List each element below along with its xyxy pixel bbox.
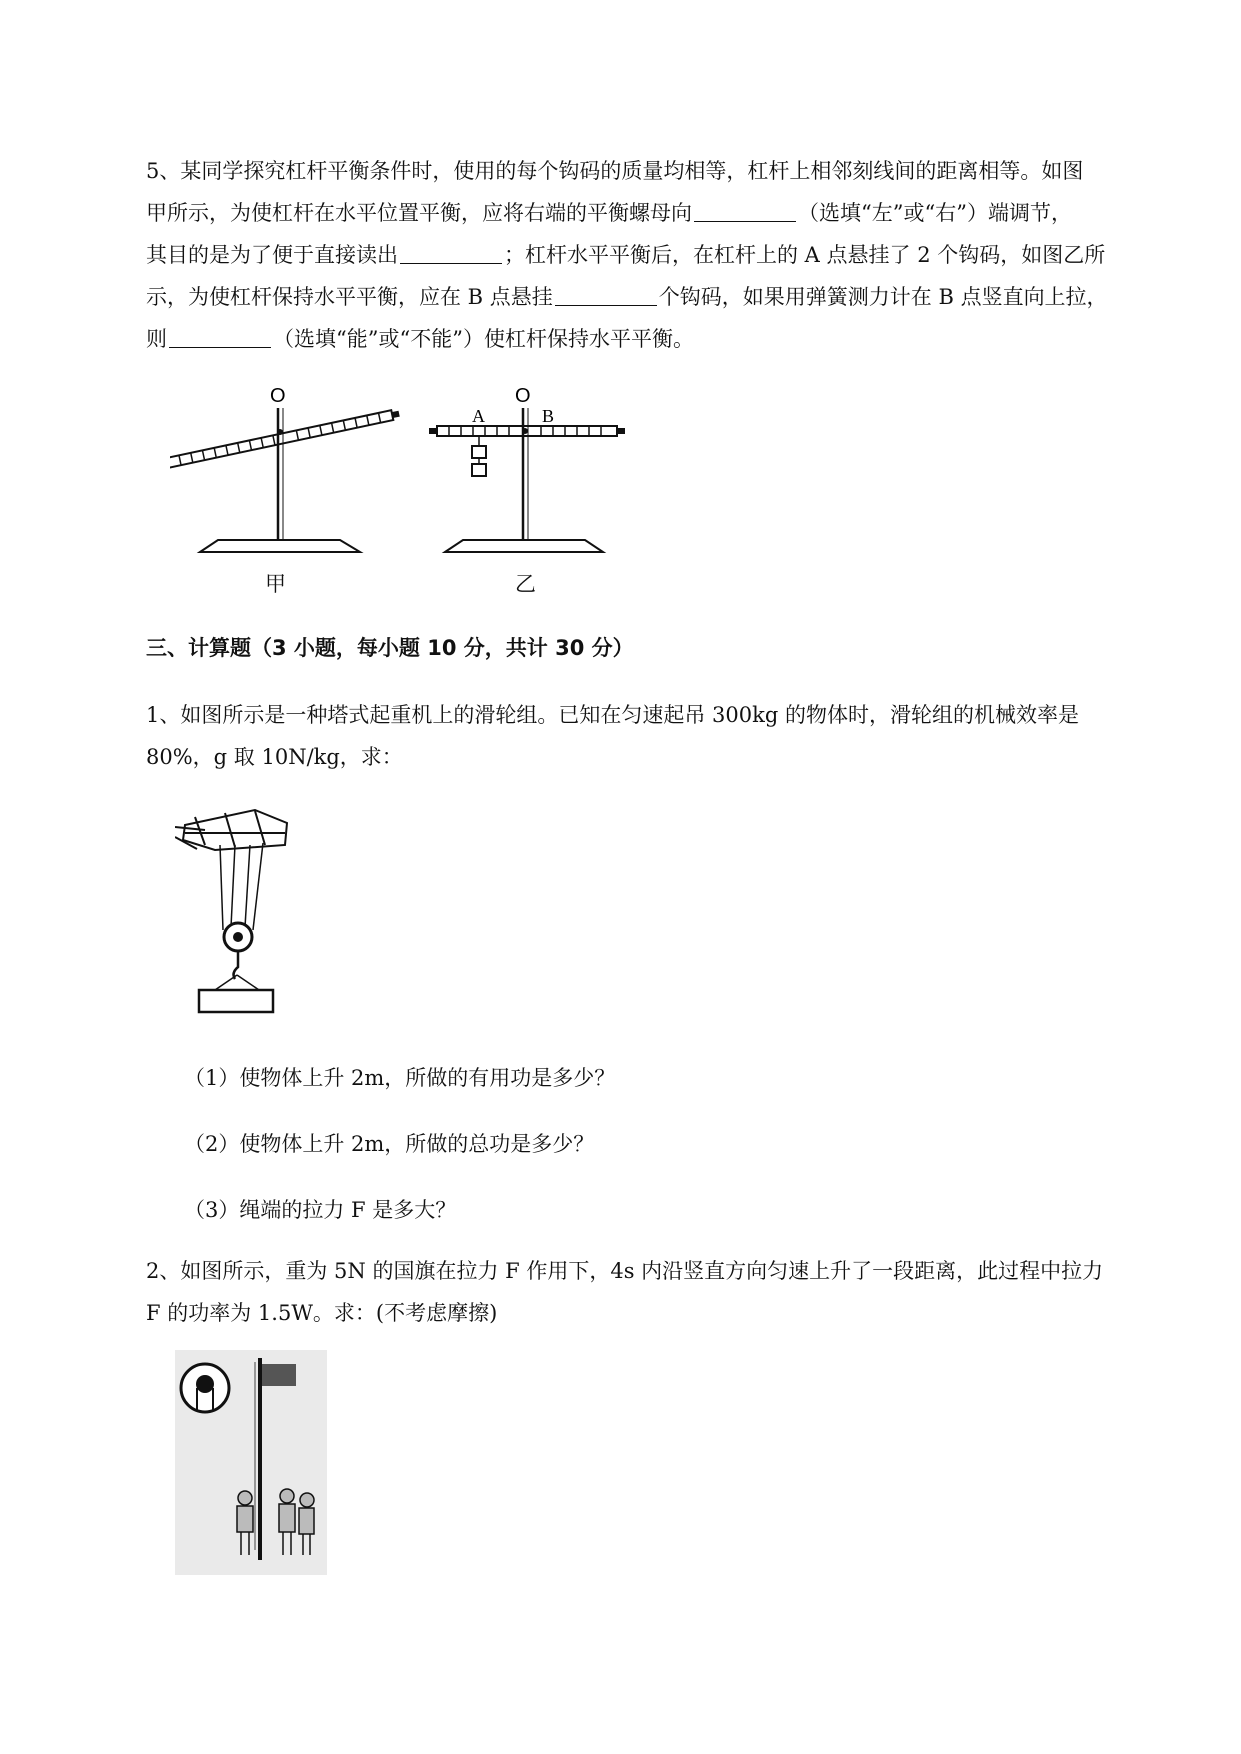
pivot-label-o: O: [515, 385, 531, 407]
q5-line-2: [146, 192, 1146, 234]
q2-line-2: F 的功率为 1.5W。求：(不考虑摩擦): [146, 1301, 498, 1325]
lever-figure-yi: [425, 380, 645, 560]
q5-line-3a: 其目的是为了便于直接读出: [146, 243, 398, 267]
q2-line-1: 2、如图所示，重为 5N 的国旗在拉力 F 作用下，4s 内沿竖直方向匀速上升了一段距离，此过程中拉力: [146, 1259, 1104, 1283]
q1-line-1: 1、如图所示是一种塔式起重机上的滑轮组。已知在匀速起吊 300kg 的物体时，滑轮组的机械效率是: [146, 703, 1079, 727]
q5-line-3b: ；杠杆水平平衡后，在杠杆上的 A 点悬挂了 2 个钩码，如图乙所: [504, 243, 1106, 267]
answer-blank-3[interactable]: [555, 281, 657, 306]
stand-base: [200, 540, 360, 552]
hooked-weights: [472, 436, 486, 476]
caption-jia: 甲: [265, 572, 286, 596]
point-label-a: A: [472, 406, 485, 426]
q5-line-4: [146, 276, 1146, 318]
flag-raising-figure: [175, 1350, 327, 1575]
q5-text: [146, 150, 1146, 360]
q5-line-1: 5、某同学探究杠杆平衡条件时，使用的每个钩码的质量均相等，杠杆上相邻刻线间的距离相等。如图: [146, 159, 1084, 183]
q5-line-4a: 示，为使杠杆保持水平平衡，应在 B 点悬挂: [146, 285, 553, 309]
load-box: [199, 990, 273, 1012]
q1-text: [146, 694, 1146, 778]
q5-line-5b: （选填“能”或“不能”）使杠杆保持水平平衡。: [273, 327, 694, 351]
q1-sub-3: （3）绳端的拉力 F 是多大？: [184, 1198, 457, 1222]
q5-line-5: [146, 318, 1146, 360]
q5-line-5a: 则: [146, 327, 167, 351]
pivot-label-o: O: [270, 385, 286, 407]
q5-line-3: [146, 234, 1146, 276]
crane-pulley-figure: [175, 805, 295, 1015]
pulley-ropes: [220, 843, 263, 930]
lever-figure-jia: [170, 380, 410, 560]
answer-blank-1[interactable]: [694, 197, 796, 222]
q1-sub-1: （1）使物体上升 2m，所做的有用功是多少？: [184, 1066, 616, 1090]
q1-line-2: 80%，g 取 10N/kg，求：: [146, 745, 403, 769]
caption-yi: 乙: [515, 572, 536, 596]
stand-base: [445, 540, 603, 552]
q5-line-2b: （选填“左”或“右”）端调节，: [798, 201, 1072, 225]
answer-blank-2[interactable]: [400, 239, 502, 264]
section-heading: 三、计算题（3 小题，每小题 10 分，共计 30 分）: [146, 636, 634, 660]
q5-line-2a: 甲所示，为使杠杆在水平位置平衡，应将右端的平衡螺母向: [146, 201, 692, 225]
point-label-b: B: [542, 406, 555, 426]
answer-blank-4[interactable]: [169, 323, 271, 348]
tilted-lever-bar: [170, 409, 400, 470]
q5-line-4b: 个钩码，如果用弹簧测力计在 B 点竖直向上拉，: [658, 285, 1108, 309]
q1-sub-2: （2）使物体上升 2m，所做的总功是多少？: [184, 1132, 595, 1156]
pivot-point: [522, 428, 528, 434]
pivot-point: [277, 429, 283, 435]
q2-text: [146, 1250, 1146, 1334]
flag: [262, 1364, 296, 1386]
